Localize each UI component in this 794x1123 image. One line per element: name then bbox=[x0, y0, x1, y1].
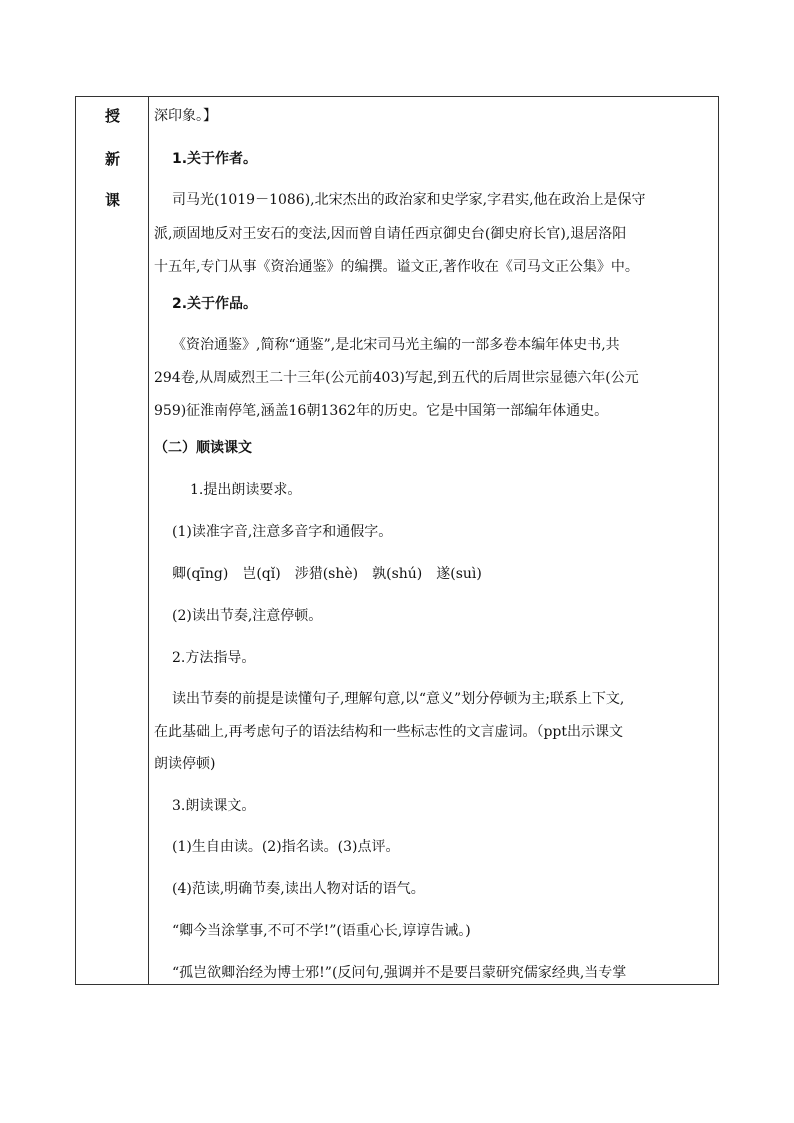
section-heading: 2.关于作品。 bbox=[172, 296, 258, 312]
text-line: 3.朗读课文。 bbox=[172, 798, 256, 814]
side-label-char: 授 bbox=[104, 107, 120, 125]
text-line: 294卷,从周威烈王二十三年(公元前403)写起,到五代的后周世宗显德六年(公元 bbox=[154, 370, 639, 386]
section-heading: 1.关于作者。 bbox=[172, 151, 258, 167]
text-line: 1.提出朗读要求。 bbox=[190, 482, 302, 498]
text-line: (4)范读,明确节奏,读出人物对话的语气。 bbox=[172, 881, 425, 897]
text-line: 卿(qīng) 岂(qǐ) 涉猎(shè) 孰(shú) 遂(suì) bbox=[172, 566, 482, 582]
side-label-column bbox=[76, 97, 149, 984]
text-line: 派,顽固地反对王安石的变法,因而曾自请任西京御史台(御史府长官),退居洛阳 bbox=[154, 226, 627, 242]
text-line: (1)生自由读。(2)指名读。(3)点评。 bbox=[172, 839, 400, 855]
text-line: 深印象。】 bbox=[154, 108, 217, 124]
text-line: 十五年,专门从事《资治通鉴》的编撰。谥文正,著作收在《司马文正公集》中。 bbox=[154, 259, 639, 275]
side-label-char: 新 bbox=[104, 150, 120, 168]
text-line: “孤岂欲卿治经为博士邪!”(反问句,强调并不是要吕蒙研究儒家经典,当专掌 bbox=[172, 965, 627, 981]
lesson-table bbox=[75, 96, 719, 985]
text-line: 在此基础上,再考虑句子的语法结构和一些标志性的文言虚词。（ppt出示课文 bbox=[154, 724, 623, 740]
text-line: 司马光(1019－1086),北宋杰出的政治家和史学家,字君实,他在政治上是保守 bbox=[172, 192, 646, 208]
text-line: 读出节奏的前提是读懂句子,理解句意,以“意义”划分停顿为主;联系上下文, bbox=[172, 691, 625, 707]
lesson-content bbox=[150, 97, 718, 984]
text-line: (1)读准字音,注意多音字和通假字。 bbox=[172, 524, 393, 540]
text-line: “卿今当涂掌事,不可不学!”(语重心长,谆谆告诫。) bbox=[172, 923, 471, 939]
section-heading: （二）顺读课文 bbox=[154, 440, 252, 456]
text-line: 2.方法指导。 bbox=[172, 650, 256, 666]
side-label-char: 课 bbox=[104, 191, 120, 209]
text-line: 朗读停顿) bbox=[154, 756, 216, 772]
text-line: 959)征淮南停笔,涵盖16朝1362年的历史。它是中国第一部编年体通史。 bbox=[154, 403, 609, 419]
text-line: (2)读出节奏,注意停顿。 bbox=[172, 608, 323, 624]
text-line: 《资治通鉴》,简称“通鉴”,是北宋司马光主编的一部多卷本编年体史书,共 bbox=[172, 337, 620, 353]
